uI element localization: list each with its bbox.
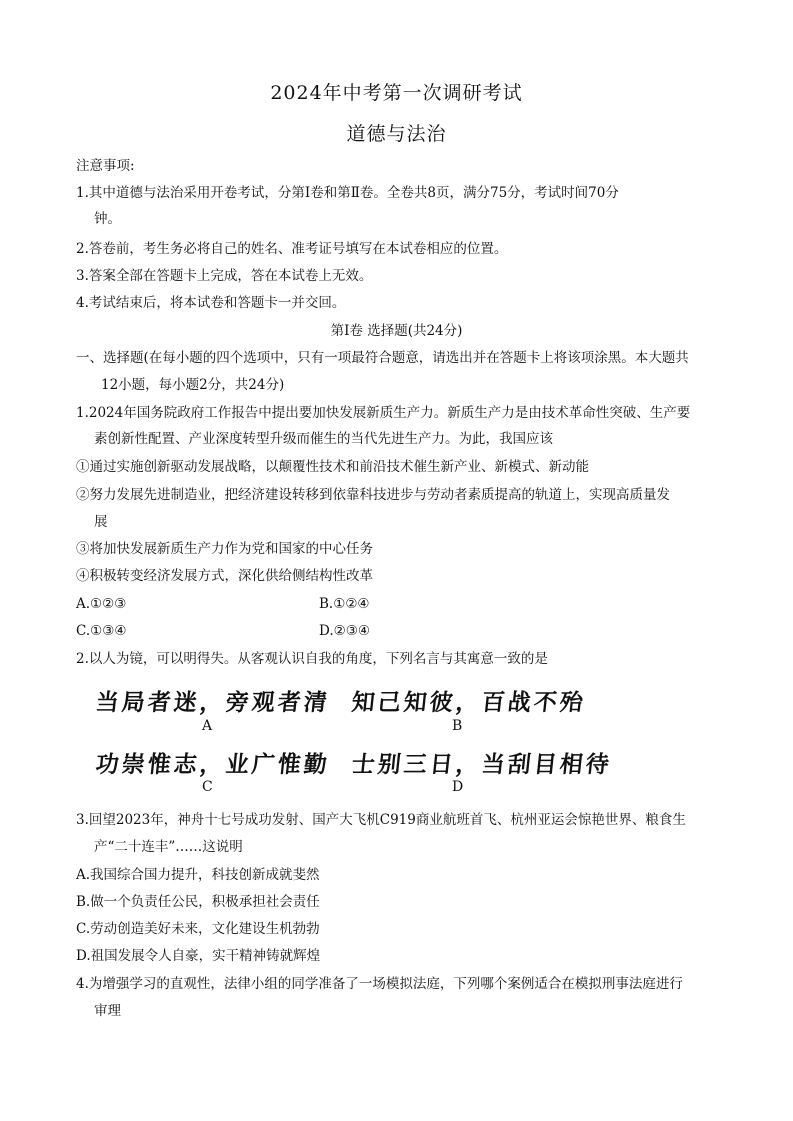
q1-option-a: A.①②③: [76, 596, 127, 612]
q1-statement: 展: [94, 514, 108, 530]
notice-item: 4.考试结束后，将本试卷和答题卡一并交回。: [76, 295, 346, 311]
q2-stem: 2.以人为镜，可以明得失。从客观认识自我的角度，下列名言与其寓意一致的是: [76, 651, 548, 667]
q1-stem: 1.2024年国务院政府工作报告中提出要加快发展新质生产力。新质生产力是由技术革命性突破、生产要: [76, 405, 691, 421]
q3-option-b: B.做一个负责任公民，积极承担社会责任: [76, 894, 320, 910]
q2-calligraphy-b: 知己知彼，百战不殆: [350, 690, 588, 716]
q1-statement: ②努力发展先进制造业，把经济建设转移到依靠科技进步与劳动者素质提高的轨道上，实现高质量发: [76, 487, 670, 503]
q1-option-c: C.①③④: [76, 623, 127, 639]
q1-statement: ④积极转变经济发展方式，深化供给侧结构性改革: [76, 568, 373, 584]
q2-calligraphy-a: 当局者迷，旁观者清: [94, 690, 332, 716]
section-instruction: 12小题，每小题2分，共24分): [101, 377, 285, 393]
q2-label-a: A: [202, 718, 213, 734]
notice-item: 钟。: [94, 211, 121, 227]
q2-label-d: D: [452, 779, 464, 795]
q3-stem: 3.回望2023年，神舟十七号成功发射、国产大飞机C919商业航班首飞、杭州亚运会惊艳世界、粮食生: [76, 812, 686, 828]
q2-calligraphy-c: 功崇惟志，业广惟勤: [94, 752, 332, 778]
q1-stem: 素创新性配置、产业深度转型升级而催生的当代先进生产力。为此，我国应该: [94, 431, 553, 447]
notice-item: 2.答卷前，考生务必将自己的姓名、准考证号填写在本试卷相应的位置。: [76, 241, 508, 257]
q3-option-c: C.劳动创造美好未来，文化建设生机勃勃: [76, 921, 320, 937]
q1-option-d: D.②③④: [319, 623, 370, 639]
exam-title: 2024年中考第一次调研考试: [270, 82, 523, 104]
q2-label-b: B: [452, 718, 463, 734]
q2-label-c: C: [202, 779, 213, 795]
q1-statement: ①通过实施创新驱动发展战略，以颠覆性技术和前沿技术催生新产业、新模式、新动能: [76, 459, 589, 475]
q4-stem: 4.为增强学习的直观性，法律小组的同学准备了一场模拟法庭，下列哪个案例适合在模拟刑事法庭进行: [76, 976, 683, 992]
q4-stem: 审理: [94, 1003, 121, 1019]
q3-stem: 产“二十连丰”……这说明: [94, 839, 243, 855]
notice-heading: 注意事项:: [76, 158, 135, 174]
q3-option-d: D.祖国发展令人自豪，实干精神铸就辉煌: [76, 948, 321, 964]
section-instruction: 一、选择题(在每小题的四个选项中，只有一项最符合题意，请选出并在答题卡上将该项涂黑。本大题共: [76, 350, 689, 366]
notice-item: 3.答案全部在答题卡上完成，答在本试卷上无效。: [76, 268, 373, 284]
q2-calligraphy-d: 士别三日，当刮目相待: [350, 752, 614, 778]
notice-item: 1.其中道德与法治采用开卷考试，分第Ⅰ卷和第Ⅱ卷。全卷共8页，满分75分，考试时间70分: [76, 185, 619, 201]
q1-statement: ③将加快发展新质生产力作为党和国家的中心任务: [76, 541, 373, 557]
subject-title: 道德与法治: [346, 123, 447, 145]
q3-option-a: A.我国综合国力提升，科技创新成就斐然: [76, 867, 320, 883]
section-title: 第Ⅰ卷 选择题(共24分): [330, 323, 463, 339]
q1-option-b: B.①②④: [319, 596, 370, 612]
